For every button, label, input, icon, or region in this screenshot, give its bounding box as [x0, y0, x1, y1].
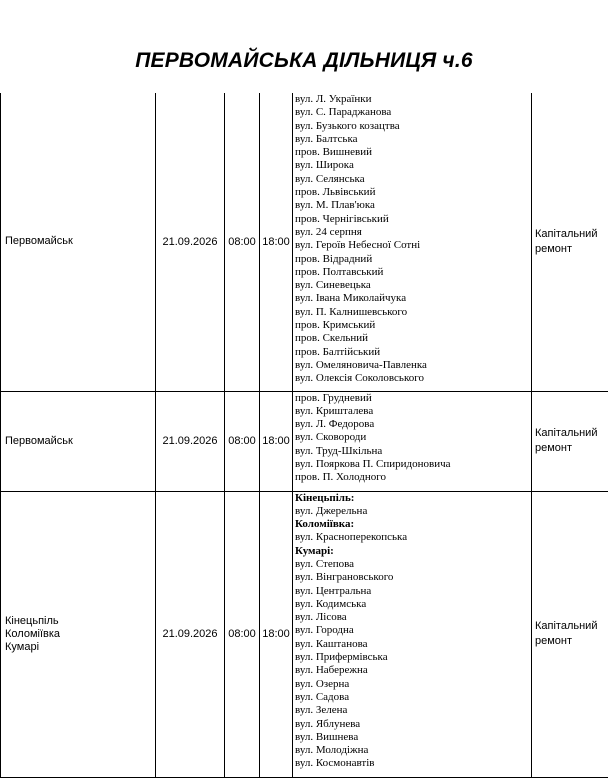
street-item: вул. Каштанова: [295, 637, 368, 650]
work-type-cell: Капітальний ремонт: [532, 93, 608, 391]
settlement-name: Кінецьпіль: [5, 614, 59, 627]
street-item: вул. Джерельна: [295, 504, 368, 517]
settlement-name: Первомайськ: [5, 434, 73, 447]
street-item: пров. Балтійський: [295, 345, 381, 358]
street-item: вул. Набережна: [295, 664, 368, 677]
streets-list: [295, 492, 531, 771]
street-item: вул. Зелена: [295, 704, 348, 717]
street-item: пров. П. Холодного: [295, 471, 387, 484]
village-heading: Коломіївка:: [295, 518, 355, 531]
street-item: вул. Красноперекопська: [295, 531, 408, 544]
street-item: пров. Львівський: [295, 186, 376, 199]
street-item: вул. Кодимська: [295, 597, 367, 610]
settlement-name: Первомайськ: [5, 235, 73, 248]
streets-list: [295, 392, 531, 485]
streets-cell: [293, 491, 532, 777]
street-item: пров. Вишневий: [295, 146, 373, 159]
end-time-cell: 18:00: [260, 391, 293, 491]
street-item: вул. Труд-Шкільна: [295, 444, 383, 457]
street-item: вул. Селянська: [295, 172, 365, 185]
street-item: пров. Відрадний: [295, 252, 373, 265]
street-item: вул. Л. Українки: [295, 93, 372, 105]
street-item: вул. Городна: [295, 624, 354, 637]
streets-cell: [293, 391, 532, 491]
street-item: вул. Центральна: [295, 584, 372, 597]
street-item: пров. Скельний: [295, 332, 369, 345]
street-item: вул. Л. Федорова: [295, 418, 375, 431]
work-type-cell: Капітальний ремонт: [532, 391, 608, 491]
street-item: вул. Синевецька: [295, 279, 371, 292]
settlement-name: Коломіївка: [5, 627, 61, 640]
street-item: вул. С. Параджанова: [295, 106, 392, 119]
end-time-cell: 18:00: [260, 491, 293, 777]
street-item: вул. Олексія Соколовського: [295, 372, 424, 385]
street-item: вул. Івана Миколайчука: [295, 292, 407, 305]
street-item: пров. Грудневий: [295, 391, 372, 404]
street-item: вул. Прифермівська: [295, 651, 388, 664]
street-item: вул. Омеляновича-Павленка: [295, 358, 427, 371]
schedule-table: [0, 93, 608, 778]
village-heading: Кінецьпіль:: [295, 491, 355, 504]
street-item: вул. Вишнева: [295, 730, 359, 743]
table-row: [1, 391, 608, 491]
streets-cell: [293, 93, 532, 391]
street-item: пров. Чернігівський: [295, 212, 389, 225]
table-row: [1, 491, 608, 777]
village-heading: Кумарі:: [295, 544, 334, 557]
street-item: вул. Широка: [295, 159, 354, 172]
street-item: вул. Кришталева: [295, 404, 374, 417]
date-cell: 21.09.2026: [156, 491, 225, 777]
settlement-cell: [1, 391, 156, 491]
street-item: вул. Лісова: [295, 611, 347, 624]
schedule-table-body: [1, 93, 608, 777]
settlement-cell: [1, 93, 156, 391]
table-row: [1, 93, 608, 391]
street-item: вул. Степова: [295, 557, 355, 570]
street-item: пров. Полтавський: [295, 265, 384, 278]
street-item: вул. М. Плав'юка: [295, 199, 375, 212]
street-item: пров. Кримський: [295, 319, 376, 332]
street-item: вул. Озерна: [295, 677, 350, 690]
street-item: вул. Космонавтів: [295, 757, 375, 770]
start-time-cell: 08:00: [225, 391, 260, 491]
street-item: вул. Бузького козацтва: [295, 119, 400, 132]
street-item: вул. Героїв Небесної Сотні: [295, 239, 421, 252]
settlement-cell: [1, 491, 156, 777]
date-cell: 21.09.2026: [156, 93, 225, 391]
settlement-name: Кумарі: [5, 640, 40, 653]
work-type-cell: Капітальний ремонт: [532, 491, 608, 777]
start-time-cell: 08:00: [225, 491, 260, 777]
page-title: ПЕРВОМАЙСЬКА ДІЛЬНИЦЯ ч.6: [135, 49, 473, 72]
date-cell: 21.09.2026: [156, 391, 225, 491]
street-item: вул. П. Калнишевського: [295, 305, 408, 318]
street-item: вул. Яблунева: [295, 717, 361, 730]
street-item: вул. 24 серпня: [295, 225, 362, 238]
street-item: вул. Вінграновського: [295, 571, 394, 584]
street-item: вул. Балтська: [295, 132, 358, 145]
streets-list: [295, 93, 531, 386]
street-item: вул. Садова: [295, 690, 350, 703]
street-item: вул. Пояркова П. Спиридоновича: [295, 457, 451, 470]
start-time-cell: 08:00: [225, 93, 260, 391]
street-item: вул. Молодіжна: [295, 744, 369, 757]
street-item: вул. Сковороди: [295, 431, 367, 444]
end-time-cell: 18:00: [260, 93, 293, 391]
